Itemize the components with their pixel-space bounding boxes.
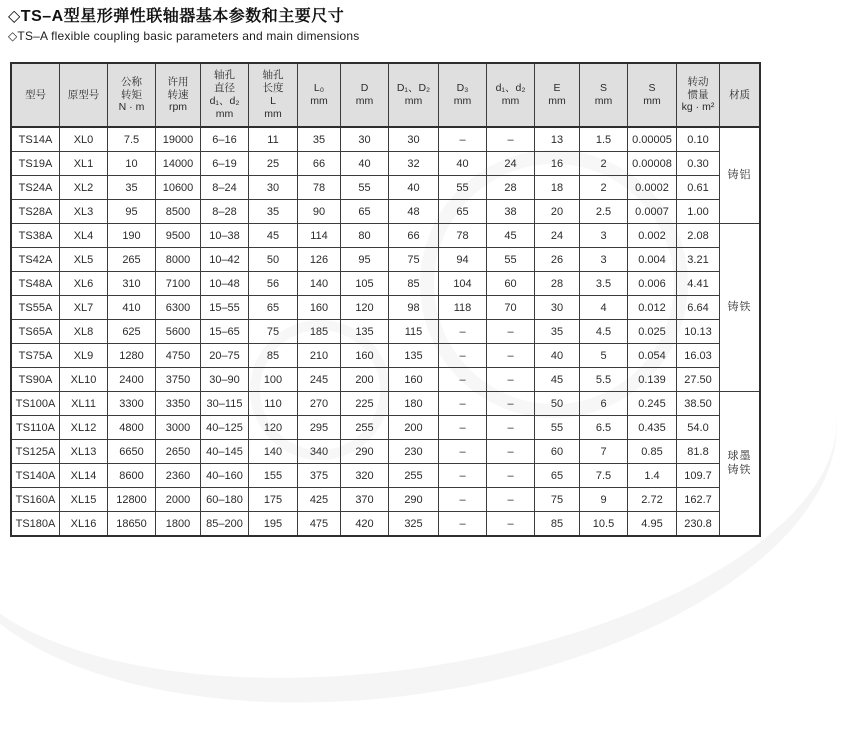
value-cell: 375 [298,464,341,488]
value-cell: 24 [535,224,580,248]
value-cell: 9 [580,488,628,512]
value-cell: 425 [298,488,341,512]
value-cell: 81.8 [677,440,720,464]
table-row [11,344,760,368]
value-cell: 30 [535,296,580,320]
value-cell: 1280 [108,344,156,368]
value-cell: 140 [249,440,298,464]
value-cell: 32 [389,152,439,176]
value-cell: 40 [535,344,580,368]
value-cell: 54.0 [677,416,720,440]
value-cell: 75 [535,488,580,512]
column-header-permissible-speed: 许用 转速 rpm [156,63,201,127]
value-cell: 185 [298,320,341,344]
model-cell: TS14A [11,127,60,152]
value-cell: – [487,392,535,416]
value-cell: XL10 [60,368,108,392]
value-cell: 28 [487,176,535,200]
value-cell: – [439,368,487,392]
value-cell: 270 [298,392,341,416]
value-cell: 25 [249,152,298,176]
value-cell: 0.10 [677,127,720,152]
value-cell: 20 [535,200,580,224]
value-cell: XL7 [60,296,108,320]
value-cell: 12800 [108,488,156,512]
value-cell: XL15 [60,488,108,512]
value-cell: 56 [249,272,298,296]
value-cell: 65 [535,464,580,488]
value-cell: 4 [580,296,628,320]
value-cell: 290 [389,488,439,512]
value-cell: XL2 [60,176,108,200]
value-cell: – [487,512,535,537]
value-cell: 65 [439,200,487,224]
value-cell: 15–65 [201,320,249,344]
table-body [11,127,760,536]
value-cell: 0.435 [628,416,677,440]
value-cell: 155 [249,464,298,488]
value-cell: 120 [341,296,389,320]
value-cell: 120 [249,416,298,440]
table-row [11,176,760,200]
value-cell: 4750 [156,344,201,368]
value-cell: 118 [439,296,487,320]
value-cell: 420 [341,512,389,537]
value-cell: 135 [389,344,439,368]
value-cell: 2400 [108,368,156,392]
model-cell: TS180A [11,512,60,537]
value-cell: 3300 [108,392,156,416]
value-cell: 10.13 [677,320,720,344]
value-cell: XL11 [60,392,108,416]
value-cell: 8600 [108,464,156,488]
value-cell: 0.054 [628,344,677,368]
value-cell: 0.004 [628,248,677,272]
value-cell: 8–24 [201,176,249,200]
value-cell: 66 [298,152,341,176]
model-cell: TS90A [11,368,60,392]
value-cell: 19000 [156,127,201,152]
title-block [0,0,721,43]
value-cell: 38.50 [677,392,720,416]
value-cell: 6300 [156,296,201,320]
table-row [11,224,760,248]
value-cell: 85 [249,344,298,368]
value-cell: 75 [249,320,298,344]
value-cell: XL5 [60,248,108,272]
table-row [11,200,760,224]
value-cell: 20–75 [201,344,249,368]
table-row [11,127,760,152]
column-header-L0: L₀ mm [298,63,341,127]
value-cell: 35 [298,127,341,152]
model-cell: TS42A [11,248,60,272]
value-cell: 13 [535,127,580,152]
header-row [11,63,760,127]
value-cell: XL16 [60,512,108,537]
column-header-S-2: S mm [628,63,677,127]
value-cell: 55 [487,248,535,272]
value-cell: 10–48 [201,272,249,296]
value-cell: 5.5 [580,368,628,392]
column-header-S: S mm [580,63,628,127]
value-cell: – [439,464,487,488]
column-header-D: D mm [341,63,389,127]
column-header-D1-D2: D₁、D₂ mm [389,63,439,127]
value-cell: 2 [580,176,628,200]
value-cell: XL12 [60,416,108,440]
value-cell: 0.30 [677,152,720,176]
value-cell: 180 [389,392,439,416]
value-cell: 325 [389,512,439,537]
table-header [11,63,760,127]
value-cell: XL1 [60,152,108,176]
value-cell: 114 [298,224,341,248]
value-cell: 30–90 [201,368,249,392]
value-cell: 3.21 [677,248,720,272]
value-cell: 290 [341,440,389,464]
value-cell: 45 [535,368,580,392]
value-cell: – [487,464,535,488]
value-cell: 6650 [108,440,156,464]
value-cell: XL4 [60,224,108,248]
value-cell: 6–19 [201,152,249,176]
model-cell: TS65A [11,320,60,344]
value-cell: 26 [535,248,580,272]
value-cell: 340 [298,440,341,464]
value-cell: 40–125 [201,416,249,440]
value-cell: XL9 [60,344,108,368]
value-cell: 140 [298,272,341,296]
value-cell: 40–145 [201,440,249,464]
value-cell: 3750 [156,368,201,392]
value-cell: 1.00 [677,200,720,224]
value-cell: 10 [108,152,156,176]
value-cell: 210 [298,344,341,368]
value-cell: 80 [341,224,389,248]
column-header-bore-diameter: 轴孔 直径 d₁、d₂ mm [201,63,249,127]
value-cell: 10–38 [201,224,249,248]
value-cell: – [439,512,487,537]
value-cell: 55 [439,176,487,200]
value-cell: 225 [341,392,389,416]
value-cell: 2360 [156,464,201,488]
value-cell: 11 [249,127,298,152]
value-cell: 50 [249,248,298,272]
value-cell: 65 [341,200,389,224]
column-header-model: 型号 [11,63,60,127]
value-cell: 200 [341,368,389,392]
value-cell: 230 [389,440,439,464]
value-cell: 7 [580,440,628,464]
value-cell: 30–115 [201,392,249,416]
value-cell: XL3 [60,200,108,224]
table-row [11,368,760,392]
value-cell: 370 [341,488,389,512]
value-cell: 8–28 [201,200,249,224]
value-cell: 0.245 [628,392,677,416]
value-cell: 0.85 [628,440,677,464]
value-cell: 0.00005 [628,127,677,152]
value-cell: 2.5 [580,200,628,224]
value-cell: 7100 [156,272,201,296]
value-cell: 100 [249,368,298,392]
model-cell: TS100A [11,392,60,416]
value-cell: 60 [535,440,580,464]
value-cell: – [487,440,535,464]
value-cell: 2.08 [677,224,720,248]
value-cell: 195 [249,512,298,537]
value-cell: 90 [298,200,341,224]
value-cell: 190 [108,224,156,248]
column-header-material: 材质 [720,63,761,127]
value-cell: 2.72 [628,488,677,512]
value-cell: 18 [535,176,580,200]
value-cell: 50 [535,392,580,416]
value-cell: 6 [580,392,628,416]
value-cell: XL0 [60,127,108,152]
value-cell: XL13 [60,440,108,464]
value-cell: 310 [108,272,156,296]
page-subtitle: ◇TS–A flexible coupling basic parameters and main dimensions [8,29,360,44]
value-cell: 110 [249,392,298,416]
model-cell: TS48A [11,272,60,296]
value-cell: 126 [298,248,341,272]
value-cell: XL8 [60,320,108,344]
value-cell: – [439,440,487,464]
value-cell: 16 [535,152,580,176]
page-title: ◇TS–A型星形弹性联轴器基本参数和主要尺寸 [8,8,345,25]
value-cell: 60–180 [201,488,249,512]
value-cell: 0.61 [677,176,720,200]
value-cell: 2000 [156,488,201,512]
value-cell: – [487,416,535,440]
value-cell: 3 [580,248,628,272]
value-cell: 105 [341,272,389,296]
value-cell: – [487,488,535,512]
value-cell: XL6 [60,272,108,296]
value-cell: 28 [535,272,580,296]
value-cell: 0.012 [628,296,677,320]
value-cell: 3 [580,224,628,248]
value-cell: 40–160 [201,464,249,488]
value-cell: 265 [108,248,156,272]
value-cell: 4800 [108,416,156,440]
value-cell: 48 [389,200,439,224]
material-cell: 铸铝 [720,127,761,224]
value-cell: 98 [389,296,439,320]
column-header-D3: D₃ mm [439,63,487,127]
value-cell: 85 [389,272,439,296]
value-cell: 70 [487,296,535,320]
model-cell: TS24A [11,176,60,200]
value-cell: 35 [108,176,156,200]
value-cell: 7.5 [108,127,156,152]
value-cell: – [487,368,535,392]
value-cell: 8000 [156,248,201,272]
column-header-nominal-torque: 公称 转矩 N · m [108,63,156,127]
value-cell: 320 [341,464,389,488]
value-cell: XL14 [60,464,108,488]
value-cell: 0.0007 [628,200,677,224]
value-cell: 7.5 [580,464,628,488]
value-cell: 3350 [156,392,201,416]
value-cell: 10–42 [201,248,249,272]
model-cell: TS19A [11,152,60,176]
value-cell: 40 [341,152,389,176]
value-cell: 160 [298,296,341,320]
value-cell: 160 [389,368,439,392]
value-cell: – [487,127,535,152]
model-cell: TS28A [11,200,60,224]
value-cell: 40 [439,152,487,176]
value-cell: 95 [108,200,156,224]
column-header-d1-d2: d₁、d₂ mm [487,63,535,127]
value-cell: 9500 [156,224,201,248]
value-cell: – [439,344,487,368]
column-header-bore-length: 轴孔 长度 L mm [249,63,298,127]
value-cell: 65 [249,296,298,320]
value-cell: 24 [487,152,535,176]
value-cell: 55 [535,416,580,440]
value-cell: 27.50 [677,368,720,392]
value-cell: 18650 [108,512,156,537]
value-cell: 0.139 [628,368,677,392]
column-header-E: E mm [535,63,580,127]
value-cell: 200 [389,416,439,440]
value-cell: 45 [249,224,298,248]
value-cell: 94 [439,248,487,272]
model-cell: TS38A [11,224,60,248]
value-cell: 85–200 [201,512,249,537]
value-cell: 30 [389,127,439,152]
value-cell: 2650 [156,440,201,464]
table-row [11,296,760,320]
value-cell: 78 [439,224,487,248]
value-cell: 295 [298,416,341,440]
value-cell: 255 [389,464,439,488]
value-cell: 625 [108,320,156,344]
value-cell: 0.00008 [628,152,677,176]
value-cell: 475 [298,512,341,537]
value-cell: 14000 [156,152,201,176]
value-cell: 10600 [156,176,201,200]
value-cell: 16.03 [677,344,720,368]
table-row [11,248,760,272]
table-row [11,488,760,512]
value-cell: 104 [439,272,487,296]
value-cell: 245 [298,368,341,392]
column-header-original-model: 原型号 [60,63,108,127]
value-cell: 5 [580,344,628,368]
model-cell: TS55A [11,296,60,320]
model-cell: TS125A [11,440,60,464]
value-cell: 30 [341,127,389,152]
value-cell: 38 [487,200,535,224]
model-cell: TS160A [11,488,60,512]
value-cell: 0.0002 [628,176,677,200]
value-cell: 160 [341,344,389,368]
value-cell: 10.5 [580,512,628,537]
value-cell: 30 [249,176,298,200]
table-row [11,416,760,440]
material-cell: 球墨 铸铁 [720,392,761,537]
table-row [11,440,760,464]
coupling-parameters-table [10,62,761,537]
value-cell: 6.64 [677,296,720,320]
value-cell: 255 [341,416,389,440]
value-cell: 0.002 [628,224,677,248]
table-row [11,320,760,344]
value-cell: 8500 [156,200,201,224]
value-cell: 85 [535,512,580,537]
value-cell: 45 [487,224,535,248]
material-cell: 铸铁 [720,224,761,392]
value-cell: 95 [341,248,389,272]
value-cell: 78 [298,176,341,200]
value-cell: – [487,320,535,344]
value-cell: 0.006 [628,272,677,296]
value-cell: 1800 [156,512,201,537]
value-cell: 230.8 [677,512,720,537]
value-cell: – [439,488,487,512]
value-cell: 175 [249,488,298,512]
value-cell: 15–55 [201,296,249,320]
value-cell: – [439,392,487,416]
model-cell: TS75A [11,344,60,368]
value-cell: 5600 [156,320,201,344]
value-cell: 60 [487,272,535,296]
value-cell: – [439,320,487,344]
table-row [11,512,760,537]
value-cell: – [487,344,535,368]
value-cell: 3.5 [580,272,628,296]
model-cell: TS140A [11,464,60,488]
table-row [11,272,760,296]
value-cell: 40 [389,176,439,200]
value-cell: 162.7 [677,488,720,512]
value-cell: 55 [341,176,389,200]
value-cell: 109.7 [677,464,720,488]
value-cell: 0.025 [628,320,677,344]
value-cell: 135 [341,320,389,344]
value-cell: 66 [389,224,439,248]
column-header-inertia: 转动 惯量 kg · m² [677,63,720,127]
value-cell: 35 [535,320,580,344]
value-cell: – [439,416,487,440]
table-row [11,152,760,176]
value-cell: 4.41 [677,272,720,296]
table-row [11,464,760,488]
model-cell: TS110A [11,416,60,440]
value-cell: 1.5 [580,127,628,152]
value-cell: 115 [389,320,439,344]
value-cell: 4.95 [628,512,677,537]
value-cell: 3000 [156,416,201,440]
value-cell: 4.5 [580,320,628,344]
value-cell: 6.5 [580,416,628,440]
value-cell: – [439,127,487,152]
value-cell: 75 [389,248,439,272]
value-cell: 410 [108,296,156,320]
value-cell: 6–16 [201,127,249,152]
value-cell: 35 [249,200,298,224]
value-cell: 2 [580,152,628,176]
table-row [11,392,760,416]
value-cell: 1.4 [628,464,677,488]
